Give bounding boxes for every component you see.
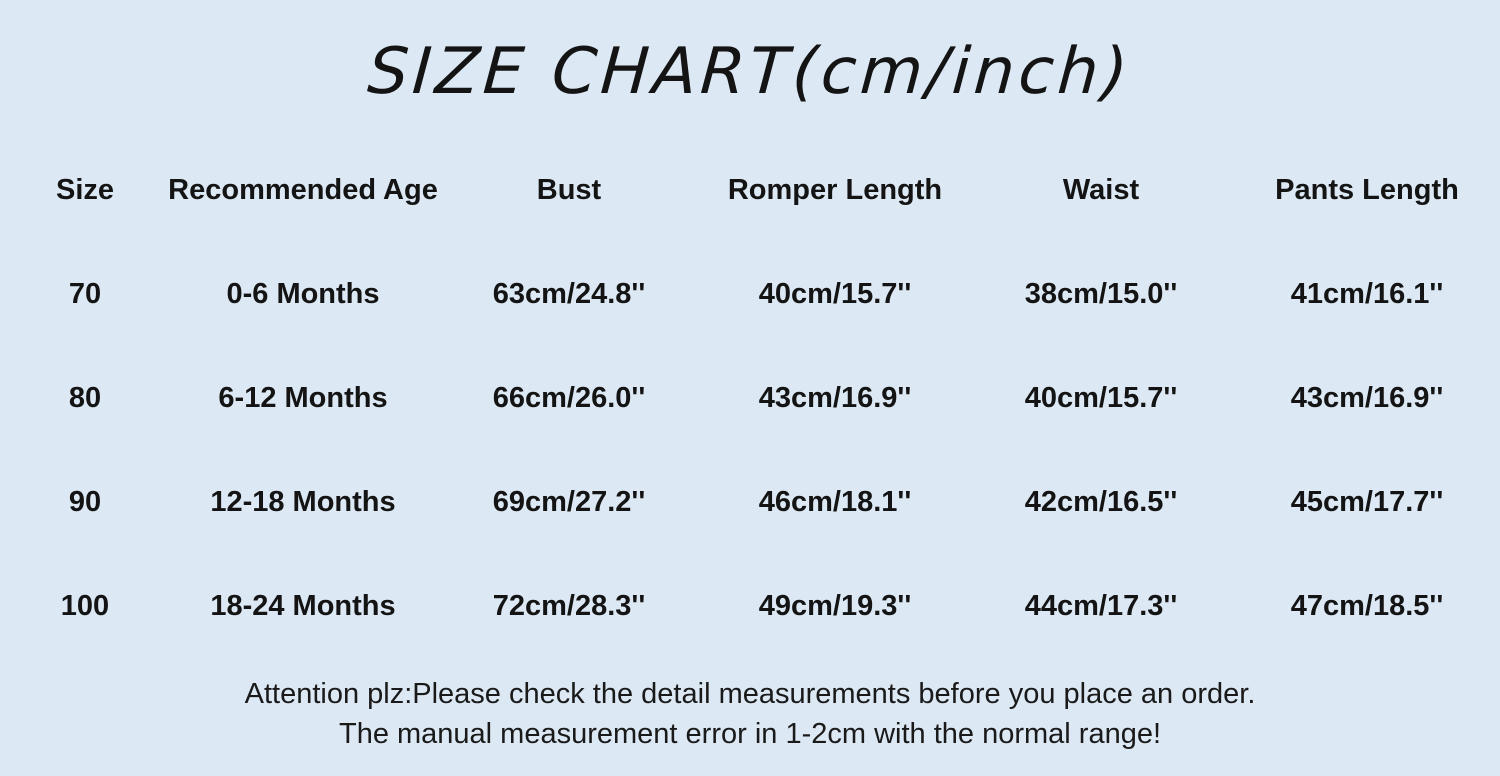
column-header-recommended-age: Recommended Age [168, 173, 438, 206]
cell-bust: 69cm/27.2'' [492, 485, 646, 518]
size-table [0, 138, 1500, 658]
title-wrap [0, 0, 1500, 130]
cell-bust: 63cm/24.8'' [492, 277, 646, 310]
cell-pants-length: 47cm/18.5'' [1290, 589, 1444, 622]
cell-size: 70 [68, 277, 102, 310]
cell-romper-length: 49cm/19.3'' [758, 589, 912, 622]
cell-bust: 72cm/28.3'' [492, 589, 646, 622]
attention-note [0, 674, 1500, 754]
attention-note-line2: The manual measurement error in 1-2cm with the normal range! [338, 718, 1162, 750]
column-header-size: Size [55, 173, 115, 206]
cell-romper-length: 46cm/18.1'' [758, 485, 912, 518]
cell-age: 18-24 Months [210, 589, 396, 622]
attention-note-line1: Attention plz:Please check the detail measurements before you place an order. [244, 678, 1256, 710]
cell-size: 90 [68, 485, 102, 518]
cell-size: 80 [68, 381, 102, 414]
column-header-romper-length: Romper Length [727, 173, 943, 206]
cell-age: 12-18 Months [210, 485, 396, 518]
cell-waist: 40cm/15.7'' [1024, 381, 1178, 414]
cell-bust: 66cm/26.0'' [492, 381, 646, 414]
column-header-bust: Bust [536, 173, 602, 206]
cell-pants-length: 41cm/16.1'' [1290, 277, 1444, 310]
page-title: SIZE CHART(cm/inch) [365, 35, 1135, 109]
cell-romper-length: 40cm/15.7'' [758, 277, 912, 310]
cell-size: 100 [60, 589, 110, 622]
cell-waist: 38cm/15.0'' [1024, 277, 1178, 310]
cell-age: 0-6 Months [226, 277, 380, 310]
cell-age: 6-12 Months [218, 381, 388, 414]
cell-pants-length: 43cm/16.9'' [1290, 381, 1444, 414]
cell-waist: 44cm/17.3'' [1024, 589, 1178, 622]
cell-romper-length: 43cm/16.9'' [758, 381, 912, 414]
cell-waist: 42cm/16.5'' [1024, 485, 1178, 518]
cell-pants-length: 45cm/17.7'' [1290, 485, 1444, 518]
column-header-pants-length: Pants Length [1275, 173, 1459, 206]
column-header-waist: Waist [1062, 173, 1140, 206]
